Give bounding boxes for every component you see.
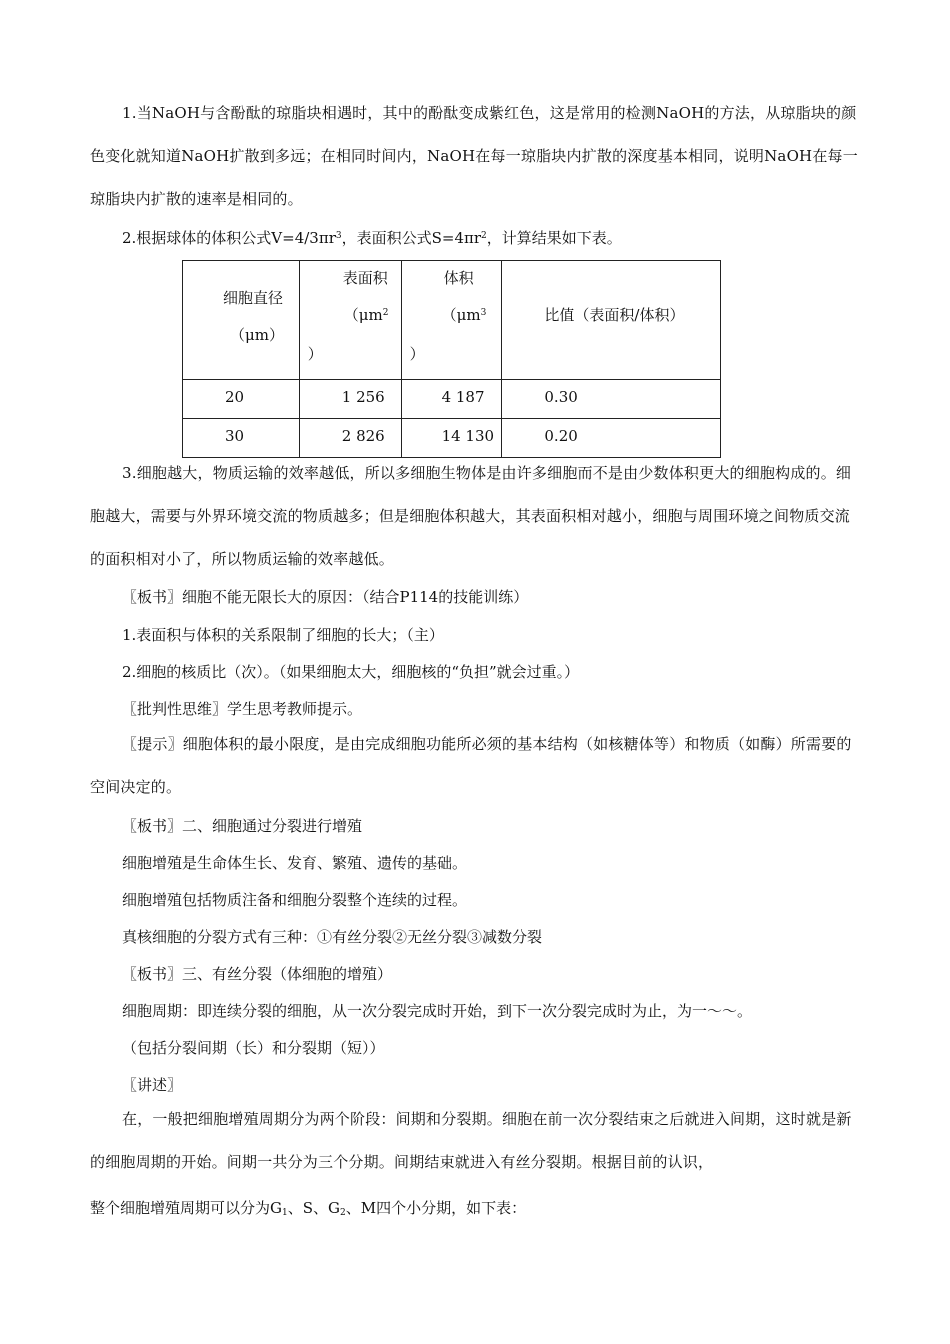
paragraph-formula — [122, 228, 862, 248]
header-volume: 体积 （$\mu m^3$ ） — [401, 261, 502, 380]
text-line: 细胞增殖包括物质注备和细胞分裂整个连续的过程。 — [122, 891, 468, 909]
paragraph-cell-cycle-last-line: 整个细胞增殖周期可以分为$G_1$、S、$G_2$、M四个小分期，如下表： — [90, 1199, 527, 1218]
formula-text-b: ，表面积公式S=4πr — [341, 229, 482, 247]
table-row: 20 1 256 4 187 0.30 — [183, 380, 721, 419]
blackboard-heading-3: 〖板书〗三、有丝分裂（体细胞的增殖） — [122, 965, 393, 983]
table-row: 30 2 826 14 130 0.20 — [183, 419, 721, 458]
cell-size-table — [182, 260, 721, 458]
critical-thinking-line: 〖批判性思维〗学生思考教师提示。 — [122, 700, 363, 718]
table-header-row — [183, 261, 721, 380]
list-item: 2.细胞的核质比（次）。（如果细胞太大，细胞核的“负担”就会过重。） — [122, 663, 580, 681]
narration-heading: 〖讲述〗 — [122, 1076, 183, 1094]
header-diameter: 细胞直径 （μm） — [183, 261, 300, 380]
formula-text-a: 2.根据球体的体积公式V=4/3πr — [122, 229, 336, 247]
text-line: 细胞增殖是生命体生长、发育、繁殖、遗传的基础。 — [122, 854, 468, 872]
text-line: 真核细胞的分裂方式有三种：①有丝分裂②无丝分裂③减数分裂 — [122, 928, 543, 946]
paragraph-hint: 〖提示〗细胞体积的最小限度，是由完成细胞功能所必须的基本结构（如核糖体等）和物质（如酶）所需要的空间决定的。 — [90, 735, 852, 796]
text-line: （包括分裂间期（长）和分裂期（短）） — [122, 1039, 385, 1057]
formula-sup-2: 2 — [481, 231, 487, 241]
paragraph-naoh-diffusion: 1.当NaOH与含酚酞的琼脂块相遇时，其中的酚酞变成紫红色，这是常用的检测NaOH的方法，从琼脂块的颜色变化就知道NaOH扩散到多远；在相同时间内，NaOH在每一琼脂块内扩散的深度基本相同，说明NaOH在每一琼脂块内扩散的速率是相同的。 — [90, 104, 858, 208]
blackboard-heading-1: 〖板书〗细胞不能无限长大的原因：（结合P114的技能训练） — [122, 588, 529, 606]
blackboard-heading-2: 〖板书〗二、细胞通过分裂进行增殖 — [122, 817, 363, 835]
text-line: 细胞周期：即连续分裂的细胞，从一次分裂完成时开始，到下一次分裂完成时为止，为一～～。 — [122, 1002, 753, 1020]
header-surface-area: 表面积 （$\mu m^2$ ） — [299, 261, 401, 380]
paragraph-cell-cycle: 在，一般把细胞增殖周期分为两个阶段：间期和分裂期。细胞在前一次分裂结束之后就进入间期，这时就是新的细胞周期的开始。间期一共分为三个分期。间期结束就进入有丝分裂期。根据目前的认识， — [90, 1110, 852, 1171]
header-ratio: 比值（表面积/体积） — [502, 261, 721, 380]
formula-text-c: ，计算结果如下表。 — [486, 229, 622, 247]
formula-sup-3: 3 — [335, 231, 342, 241]
paragraph-cell-size-efficiency: 3.细胞越大，物质运输的效率越低，所以多细胞生物体是由许多细胞而不是由少数体积更大的细胞构成的。细胞越大，需要与外界环境交流的物质越多；但是细胞体积越大，其表面积相对越小，细胞与周围环境之间物质交流的面积相对小了，所以物质运输的效率越低。 — [90, 464, 852, 568]
list-item: 1.表面积与体积的关系限制了细胞的长大；（主） — [122, 626, 444, 644]
